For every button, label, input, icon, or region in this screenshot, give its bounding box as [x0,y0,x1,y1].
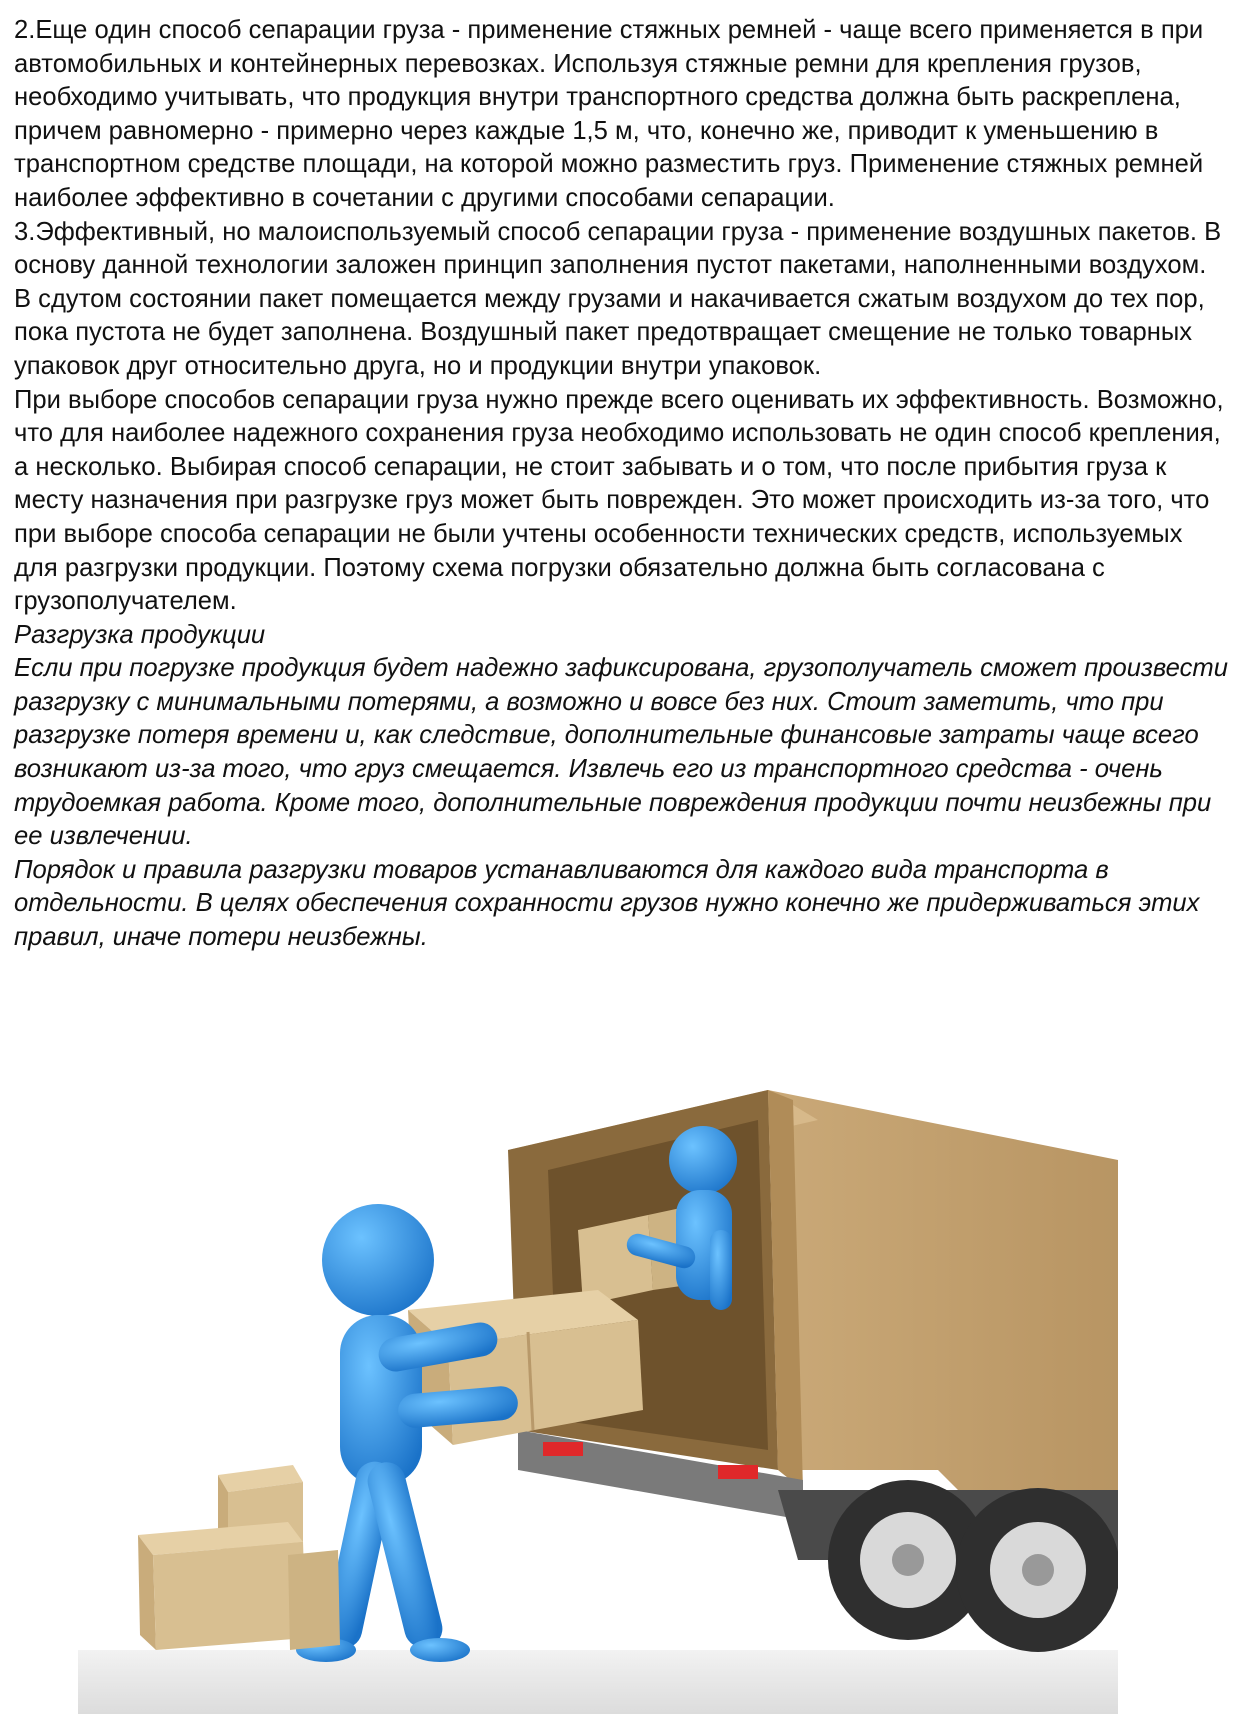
paragraph-selection: При выборе способов сепарации груза нужно прежде всего оценивать их эффективность. Возможно, что для наиболее надежного сохранения груза необходимо использовать не один способ крепления, а несколько. Выбирая способ сепарации, не стоит забывать и о том, что после прибытия груза к месту назначения при разгрузке груз может быть поврежден. Это может происходить из-за того, что при выборе способа сепарации не были учтены особенности технических средств, используемых для разгрузки продукции. Поэтому схема погрузки обязательно должна быть согласована с грузополучателем. [14,385,1224,616]
wheel-rear [956,1488,1118,1652]
paragraph-rules: Порядок и правила разгрузки товаров устанавливаются для каждого вида транспорта в отдельности. В целях обеспечения сохранности грузов нужно конечно же придерживаться этих правил, иначе потери неизбежны. [14,855,1200,952]
document-body [14,14,1229,955]
truck-unloading-illustration [78,1090,1118,1714]
paragraph-straps: 2.Еще один способ сепарации груза - применение стяжных ремней - чаще всего применяется в при автомобильных и контейнерных перевозках. Используя стяжные ремни для крепления грузов, необходимо учитывать, что продукция внутри транспортного средства должна быть раскреплена, причем равномерно - примерно через каждые 1,5 м, что, конечно же, приводит к уменьшению в транспортном средстве площади, на которой можно разместить груз. Применение стяжных ремней наиболее эффективно в сочетании с другими способами сепарации. [14,16,1204,212]
truck-side [768,1090,1118,1510]
paragraph-unloading: Если при погрузке продукция будет надежно зафиксирована, грузополучатель сможет произвести разгрузку с минимальными потерями, а возможно и вовсе без них. Стоит заметить, что при разгрузке потеря времени и, как следствие, дополнительные финансовые затраты чаще всего возникают из-за того, что груз смещается. Извлечь его из транспортного средства - очень трудоемкая работа. Кроме того, дополнительные повреждения продукции почти неизбежны при ее извлечении. [14,654,1228,851]
section-heading: Разгрузка продукции [14,620,266,649]
ground [78,1650,1118,1714]
rear-light-left [543,1442,583,1456]
rear-light-right [718,1465,758,1479]
ground-boxes [138,1465,340,1650]
paragraph-air-bags: 3.Эффективный, но малоиспользуемый способ сепарации груза - применение воздушных пакетов. В основу данной технологии заложен принцип заполнения пустот пакетами, наполненными воздухом. В сдутом состоянии пакет помещается между грузами и накачивается сжатым воздухом до тех пор, пока пустота не будет заполнена. Воздушный пакет предотвращает смещение не только товарных упаковок друг относительно друга, но и продукции внутри упаковок. [14,217,1222,380]
